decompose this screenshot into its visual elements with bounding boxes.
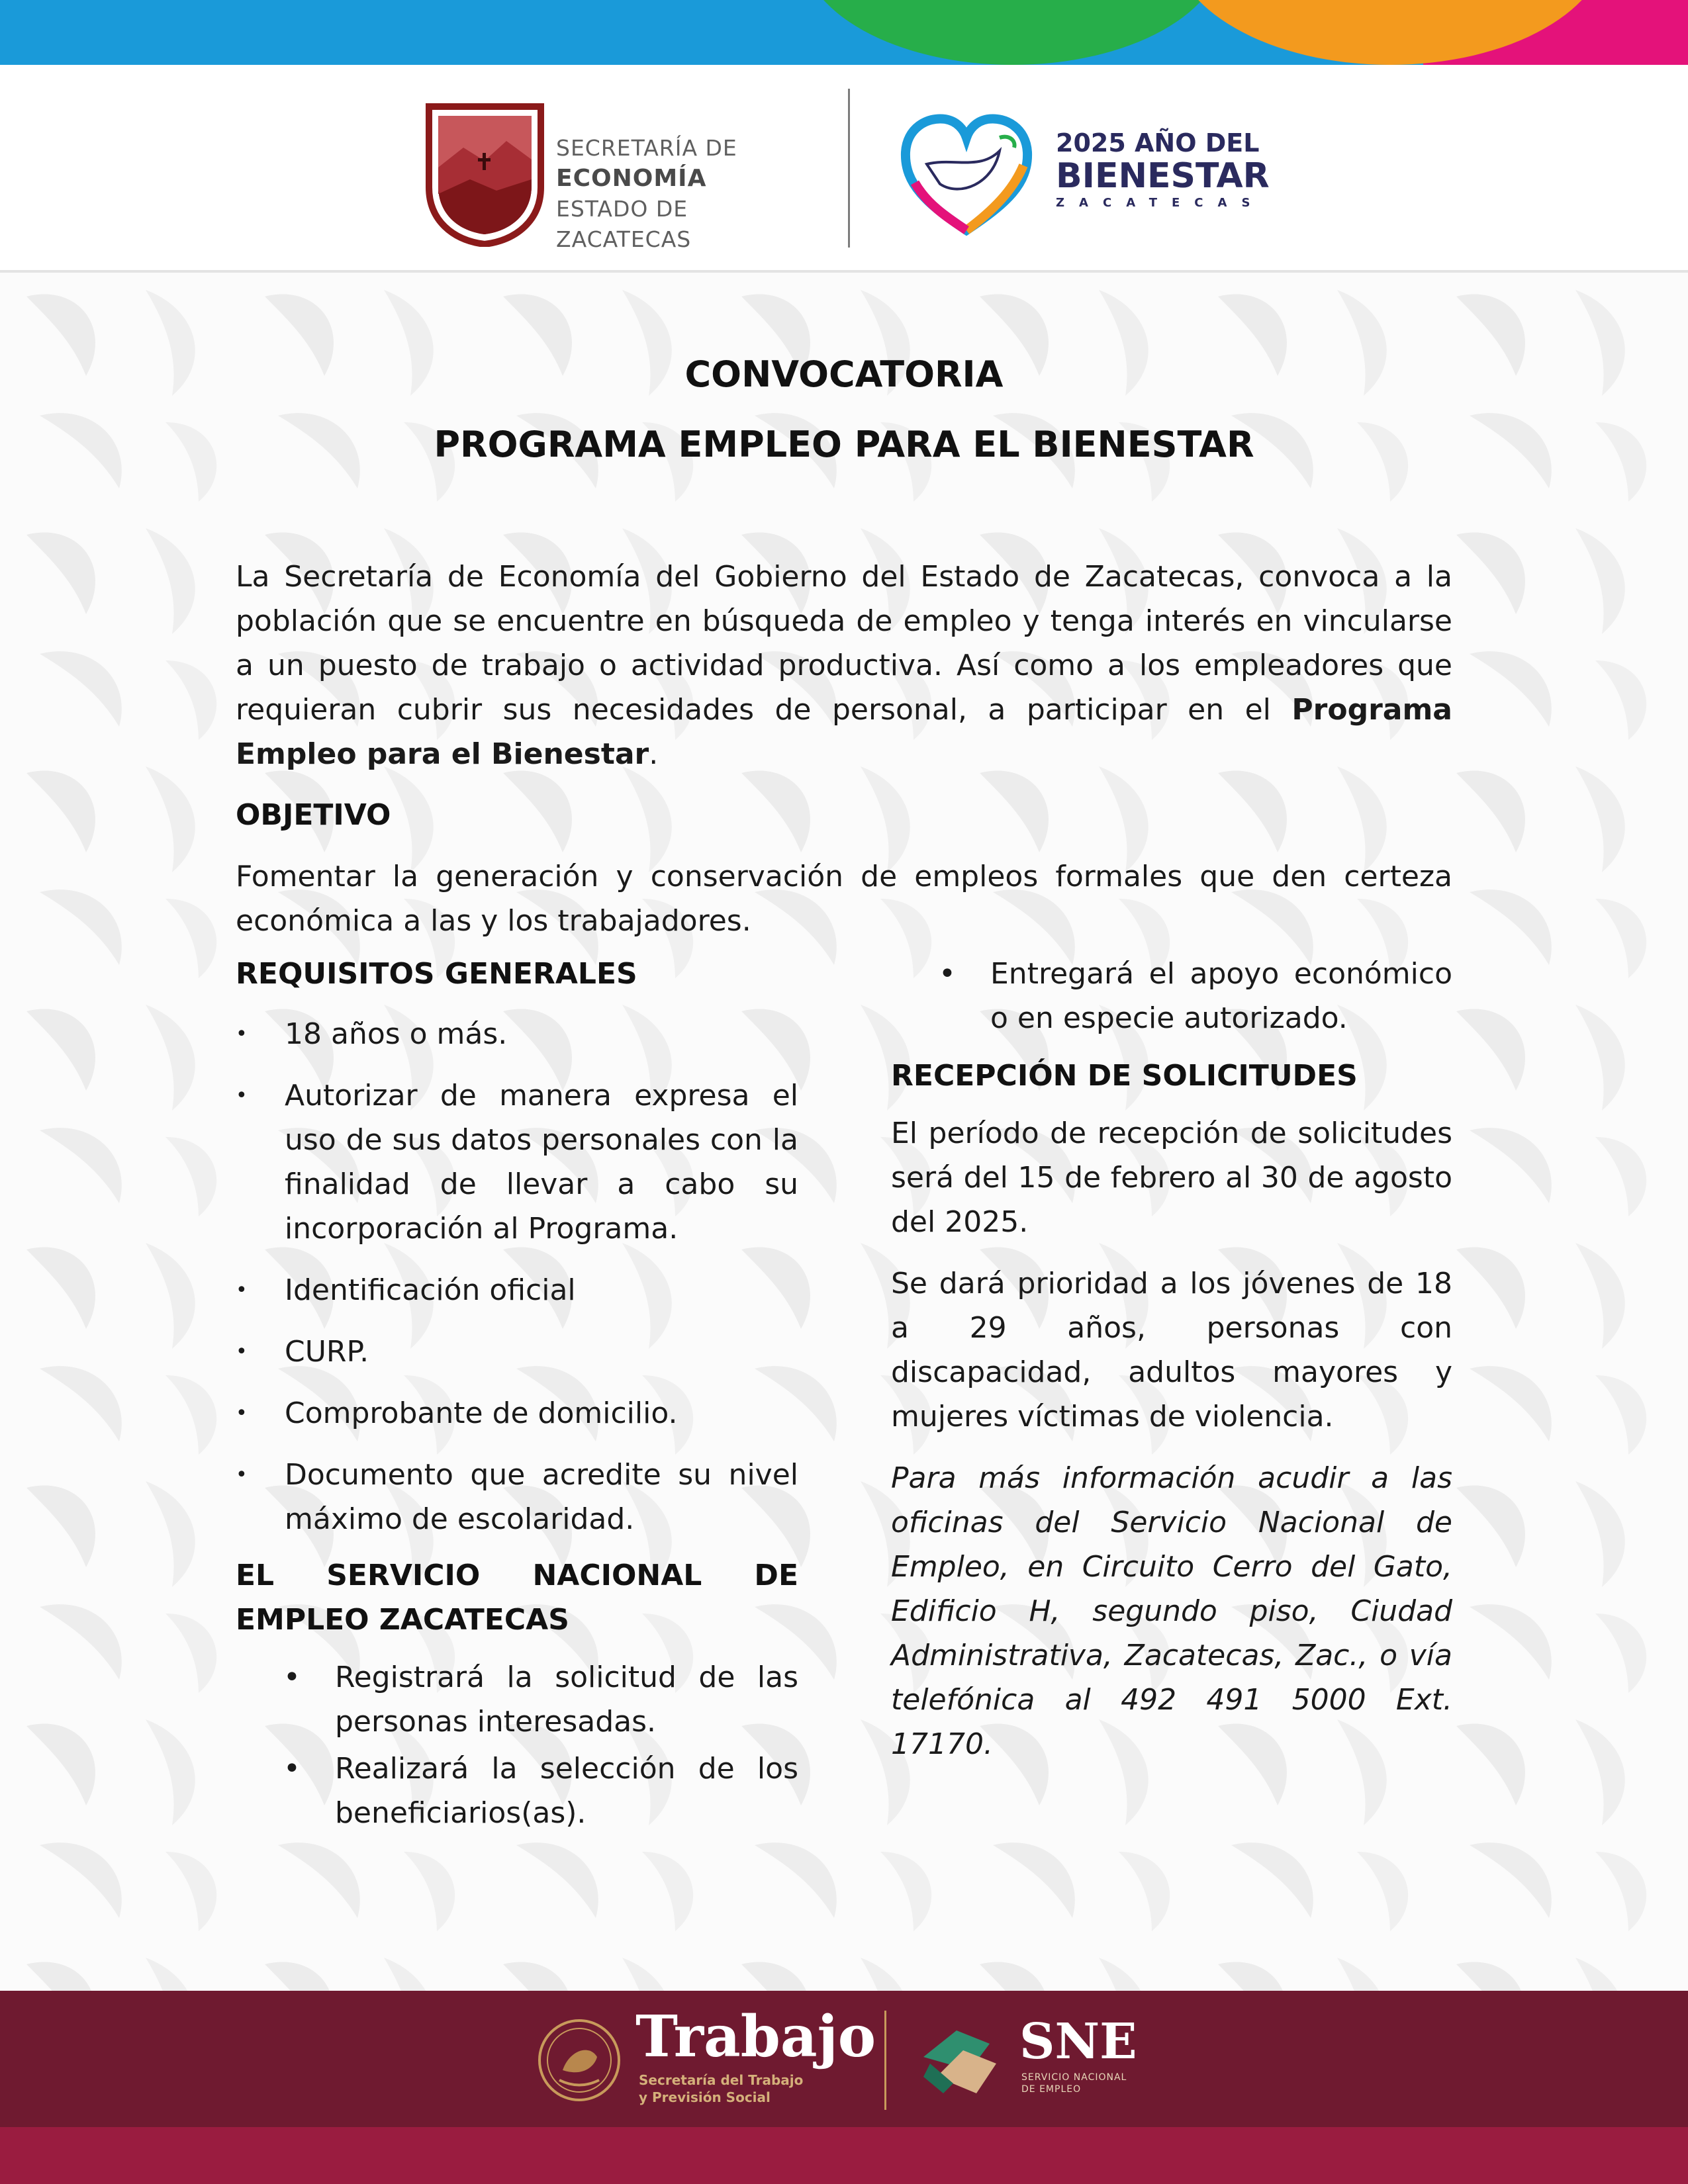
bienestar-text: [1056, 128, 1270, 212]
bullet-icon: •: [236, 1402, 248, 1425]
bullet-icon: •: [236, 1340, 248, 1363]
sne-item-text: Realizará la selección de los beneficiarios(as).: [335, 1752, 798, 1830]
document-subtitle: PROGRAMA EMPLEO PARA EL BIENESTAR: [434, 424, 1254, 465]
info-text: Para más información acudir a las oficinas del Servicio Nacional de Empleo, en Circuito Cerro del Gato, Edificio H, segundo piso, Ciudad Administrativa, Zacatecas, Zac., o vía telefónica al 492 491 5000 Ext. 17170.: [891, 1461, 1452, 1761]
right-column: [891, 952, 1452, 1784]
shield-icon: [424, 101, 546, 247]
secretaria-economia-text: [556, 133, 821, 255]
requisitos-list: [236, 1012, 798, 1541]
sne-heading: EL SERVICIO NACIONAL DE EMPLEO ZACATECAS: [236, 1559, 798, 1637]
intro-text: La Secretaría de Economía del Gobierno del Estado de Zacatecas, convoca a la población que se encuentre en búsqueda de empleo y tenga interés en vincularse a un puesto de trabajo o actividad productiva. Así como a los empleadores que requieran cubrir sus necesidades de personal, a participar en el: [236, 560, 1452, 727]
document-title: CONVOCATORIA: [684, 353, 1004, 395]
mexico-seal-icon: [536, 2017, 622, 2103]
sne-subtitle: [1021, 2071, 1127, 2095]
bienestar-year: 2025 AÑO DEL: [1056, 128, 1260, 158]
secretaria-economia-logo: [424, 101, 821, 252]
sne-list: [236, 1655, 798, 1835]
header-divider: [848, 89, 850, 248]
requisito-text: Autorizar de manera expresa el uso de sus datos personales con la finalidad de llevar a cabo su incorporación al Programa.: [285, 1079, 798, 1246]
secretaria-line2: ECONOMÍA: [556, 165, 707, 192]
bullet-icon: •: [236, 1279, 248, 1302]
document-body: [0, 270, 1688, 1991]
top-color-bar: [0, 0, 1688, 65]
list-item: [236, 1655, 798, 1744]
sne-sub-line1: SERVICIO NACIONAL: [1021, 2072, 1127, 2083]
list-item: [236, 1391, 798, 1435]
left-column: [236, 952, 798, 1838]
list-item: [236, 1073, 798, 1251]
trabajo-logo-text: Trabajo: [635, 2003, 876, 2070]
intro-end: .: [649, 737, 659, 771]
sne-list-continued: [891, 952, 1452, 1040]
footer-divider: [884, 2011, 886, 2110]
bullet-icon: •: [283, 1752, 301, 1786]
list-item: [236, 1747, 798, 1835]
program-name: Programa Empleo para el Bienestar: [236, 693, 1452, 771]
list-item: [236, 1330, 798, 1374]
bullet-icon: •: [236, 1463, 248, 1486]
requisito-text: Comprobante de domicilio.: [285, 1396, 678, 1430]
secretaria-line3: ESTADO DE ZACATECAS: [556, 196, 692, 252]
objetivo-text: Fomentar la generación y conservación de empleos formales que den certeza económica a las y los trabajadores.: [236, 860, 1452, 938]
requisito-text: Identificación oficial: [285, 1273, 576, 1307]
requisito-text: Documento que acredite su nivel máximo de escolaridad.: [285, 1458, 798, 1536]
objetivo-heading: OBJETIVO: [236, 798, 391, 832]
footer: [0, 1991, 1688, 2184]
footer-logos: [536, 2004, 1185, 2116]
list-item: [236, 1453, 798, 1541]
intro-paragraph: [236, 555, 1452, 776]
requisito-text: 18 años o más.: [285, 1017, 508, 1051]
heart-dove-icon: [900, 111, 1033, 237]
bullet-icon: •: [236, 1023, 248, 1046]
header: [0, 65, 1688, 273]
requisitos-heading: REQUISITOS GENERALES: [236, 957, 637, 991]
bienestar-word: BIENESTAR: [1056, 156, 1270, 196]
list-item: [891, 952, 1452, 1040]
secretaria-line1: SECRETARÍA DE: [556, 135, 737, 161]
sne-item-text: Registrará la solicitud de las personas interesadas.: [335, 1661, 798, 1739]
bienestar-logo: [900, 111, 1271, 237]
list-item: [236, 1268, 798, 1312]
bullet-icon: •: [236, 1084, 248, 1107]
prioridad-text: Se dará prioridad a los jóvenes de 18 a 29 años, personas con discapacidad, adultos mayores y mujeres víctimas de violencia.: [891, 1267, 1452, 1433]
trabajo-sub-line2: y Previsión Social: [639, 2089, 771, 2105]
trabajo-subtitle: [639, 2071, 803, 2106]
recepcion-text: El período de recepción de solicitudes será del 15 de febrero al 30 de agosto del 2025.: [891, 1116, 1452, 1239]
sne-item-text: Entregará el apoyo económico o en especie autorizado.: [990, 957, 1452, 1035]
sne-logo-text: SNE: [1019, 2013, 1137, 2070]
bienestar-zacatecas: ZACATECAS: [1056, 196, 1265, 210]
handshake-icon: [917, 2017, 1009, 2103]
sne-sub-line2: DE EMPLEO: [1021, 2084, 1082, 2095]
recepcion-heading: RECEPCIÓN DE SOLICITUDES: [891, 1059, 1358, 1093]
trabajo-sub-line1: Secretaría del Trabajo: [639, 2072, 804, 2088]
list-item: [236, 1012, 798, 1056]
requisito-text: CURP.: [285, 1335, 369, 1369]
bullet-icon: •: [939, 957, 956, 991]
footer-stripe: [0, 2127, 1688, 2184]
bullet-icon: •: [283, 1661, 301, 1694]
